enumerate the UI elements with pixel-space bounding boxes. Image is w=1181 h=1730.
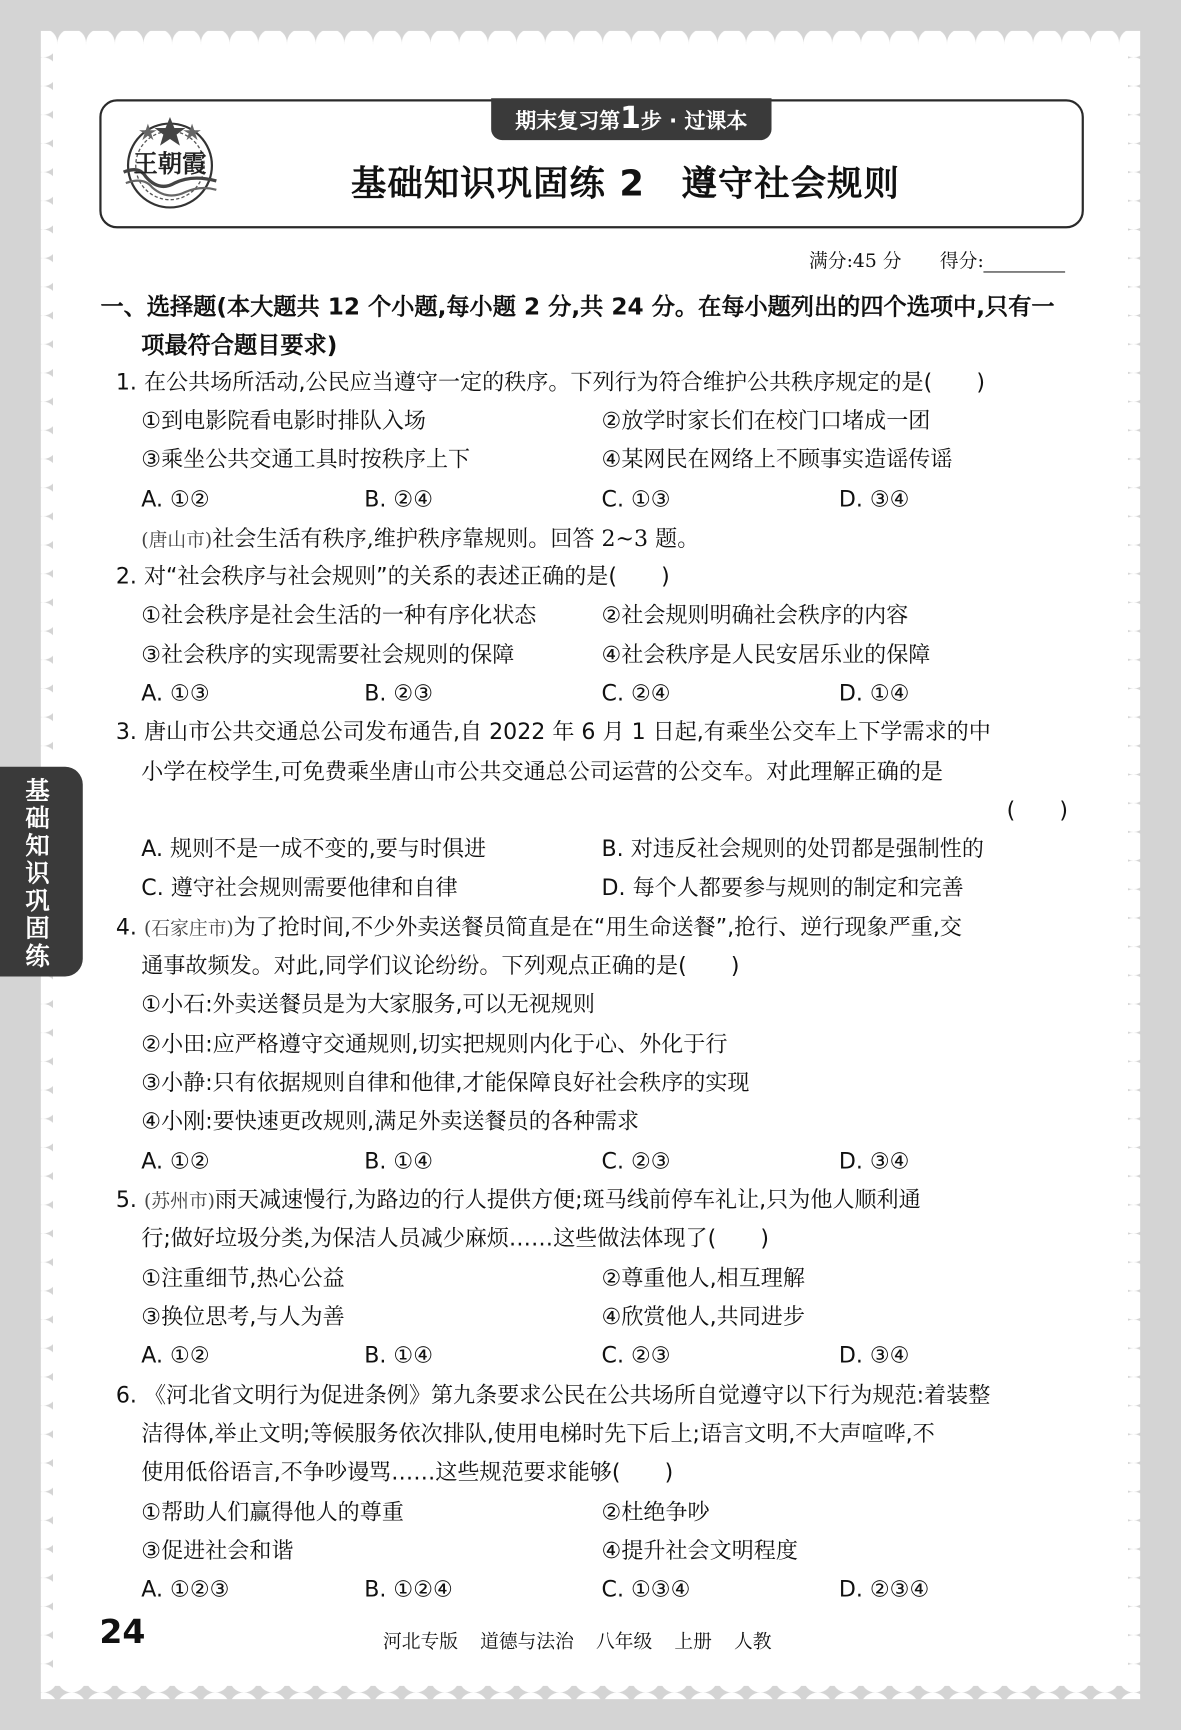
question-6-stem-line2: 洁得体,举止文明;等候服务依次排队,使用电梯时先下后上;语言文明,不大声喧哗,不 <box>141 1419 935 1447</box>
q5-statement-1: ①注重细节,热心公益 <box>141 1264 345 1291</box>
question-6-stem-line3: 使用低俗语言,不争吵谩骂……这些规范要求能够( ) <box>141 1458 674 1486</box>
q5-statement-2: ②尊重他人,相互理解 <box>601 1264 805 1291</box>
q6-option-d[interactable]: D. ②③④ <box>838 1575 930 1603</box>
q5-option-a[interactable]: A. ①② <box>141 1341 210 1369</box>
publisher-logo <box>108 110 232 212</box>
section-heading-line2: 项最符合题目要求) <box>141 332 338 359</box>
page-title: 基础知识巩固练 2 遵守社会规则 <box>350 162 901 205</box>
q2-statement-3: ③社会秩序的实现需要社会规则的保障 <box>141 641 515 668</box>
section-heading-line1: 一、选择题(本大题共 12 个小题,每小题 2 分,共 24 分。在每小题列出的四个选项中,只有一 <box>100 293 1055 320</box>
q5-statement-4: ④欣赏他人,共同进步 <box>601 1303 805 1330</box>
q3-option-c[interactable]: C. 遵守社会规则需要他律和自律 <box>141 873 458 901</box>
side-tab: 基础知识巩固练 <box>0 767 83 977</box>
question-4-stem-line1: 4. (石家庄市)为了抢时间,不少外卖送餐员简直是在“用生命送餐”,抢行、逆行现象严重,交 <box>115 913 962 941</box>
score-blank <box>984 252 1066 273</box>
q4-option-d[interactable]: D. ③④ <box>838 1147 910 1174</box>
page-number: 24 <box>99 1613 146 1652</box>
question-1-stem: 1. 在公共场所活动,公民应当遵守一定的秩序。下列行为符合维护公共秩序规定的是( ) <box>115 368 986 395</box>
q3-answer-paren: ( ) <box>1006 796 1068 824</box>
q6-option-c[interactable]: C. ①③④ <box>601 1575 691 1603</box>
q1-option-c[interactable]: C. ①③ <box>601 485 671 512</box>
q6-statement-1: ①帮助人们赢得他人的尊重 <box>141 1498 404 1525</box>
q1-statement-3: ③乘坐公共交通工具时按秩序上下 <box>141 445 471 473</box>
q2-option-a[interactable]: A. ①③ <box>141 679 210 707</box>
q3-option-b[interactable]: B. 对违反社会规则的处罚都是强制性的 <box>601 835 984 862</box>
q5-statement-3: ③换位思考,与人为善 <box>141 1303 345 1330</box>
q4-option-c[interactable]: C. ②③ <box>601 1147 671 1174</box>
q4-statement-3: ③小静:只有依据规则自律和他律,才能保障良好社会秩序的实现 <box>141 1069 750 1096</box>
q4-statement-2: ②小田:应严格遵守交通规则,切实把规则内化于心、外化于行 <box>141 1030 728 1057</box>
q2-statement-1: ①社会秩序是社会生活的一种有序化状态 <box>141 601 537 628</box>
question-2-stem: 2. 对“社会秩序与社会规则”的关系的表述正确的是( ) <box>115 562 670 590</box>
q1-option-b[interactable]: B. ②④ <box>364 485 433 512</box>
q6-option-b[interactable]: B. ①②④ <box>364 1575 453 1603</box>
q1-statement-2: ②放学时家长们在校门口堵成一团 <box>601 407 931 434</box>
q1-statement-1: ①到电影院看电影时排队入场 <box>141 407 426 434</box>
q6-statement-3: ③促进社会和谐 <box>141 1536 294 1564</box>
question-6-stem-line1: 6. 《河北省文明行为促进条例》第九条要求公民在公共场所自觉遵守以下行为规范:着装整 <box>115 1381 991 1408</box>
question-3-stem-line1: 3. 唐山市公共交通总公司发布通告,自 2022 年 6 月 1 日起,有乘坐公交车上下学需求的中 <box>115 718 991 745</box>
question-5-stem-line2: 行;做好垃圾分类,为保洁人员减少麻烦……这些做法体现了( ) <box>141 1224 769 1252</box>
q2-3-lead: (唐山市)社会生活有秩序,维护秩序靠规则。回答 2~3 题。 <box>141 525 700 552</box>
q3-option-a[interactable]: A. 规则不是一成不变的,要与时俱进 <box>141 835 487 862</box>
q5-option-c[interactable]: C. ②③ <box>601 1341 671 1369</box>
question-3-stem-line2: 小学在校学生,可免费乘坐唐山市公共交通总公司运营的公交车。对此理解正确的是 <box>141 757 943 785</box>
q2-option-b[interactable]: B. ②③ <box>364 679 433 707</box>
q4-statement-1: ①小石:外卖送餐员是为大家服务,可以无视规则 <box>141 990 595 1018</box>
q2-statement-2: ②社会规则明确社会秩序的内容 <box>601 601 909 628</box>
q5-option-d[interactable]: D. ③④ <box>838 1341 910 1369</box>
q2-option-d[interactable]: D. ①④ <box>838 679 910 707</box>
svg-text:王朝霞: 王朝霞 <box>133 149 207 179</box>
q1-statement-4: ④某网民在网络上不顾事实造谣传谣 <box>601 445 953 473</box>
q1-option-d[interactable]: D. ③④ <box>838 485 910 512</box>
score-line <box>809 245 1065 273</box>
full-score: 满分:45 分 <box>809 250 902 273</box>
q6-statement-4: ④提升社会文明程度 <box>601 1536 798 1564</box>
q4-statement-4: ④小刚:要快速更改规则,满足外卖送餐员的各种需求 <box>141 1107 640 1135</box>
q5-option-b[interactable]: B. ①④ <box>364 1341 433 1369</box>
question-5-stem-line1: 5. (苏州市)雨天减速慢行,为路边的行人提供方便;斑马线前停车礼让,只为他人顺利通 <box>115 1186 921 1213</box>
q2-statement-4: ④社会秩序是人民安居乐业的保障 <box>601 641 931 668</box>
q6-statement-2: ②杜绝争吵 <box>601 1498 710 1525</box>
q1-option-a[interactable]: A. ①② <box>141 485 210 512</box>
q6-option-a[interactable]: A. ①②③ <box>141 1575 230 1603</box>
score-label: 得分: <box>939 250 984 273</box>
section-banner: 期末复习第1步 · 过课本 <box>491 98 771 140</box>
q4-option-a[interactable]: A. ①② <box>141 1147 210 1174</box>
question-4-stem-line2: 通事故频发。对此,同学们议论纷纷。下列观点正确的是( ) <box>141 952 740 979</box>
q3-option-d[interactable]: D. 每个人都要参与规则的制定和完善 <box>601 873 964 901</box>
footer-info: 河北专版 道德与法治 八年级 上册 人教 <box>382 1630 772 1653</box>
q2-option-c[interactable]: C. ②④ <box>601 679 671 707</box>
q4-option-b[interactable]: B. ①④ <box>364 1147 433 1174</box>
